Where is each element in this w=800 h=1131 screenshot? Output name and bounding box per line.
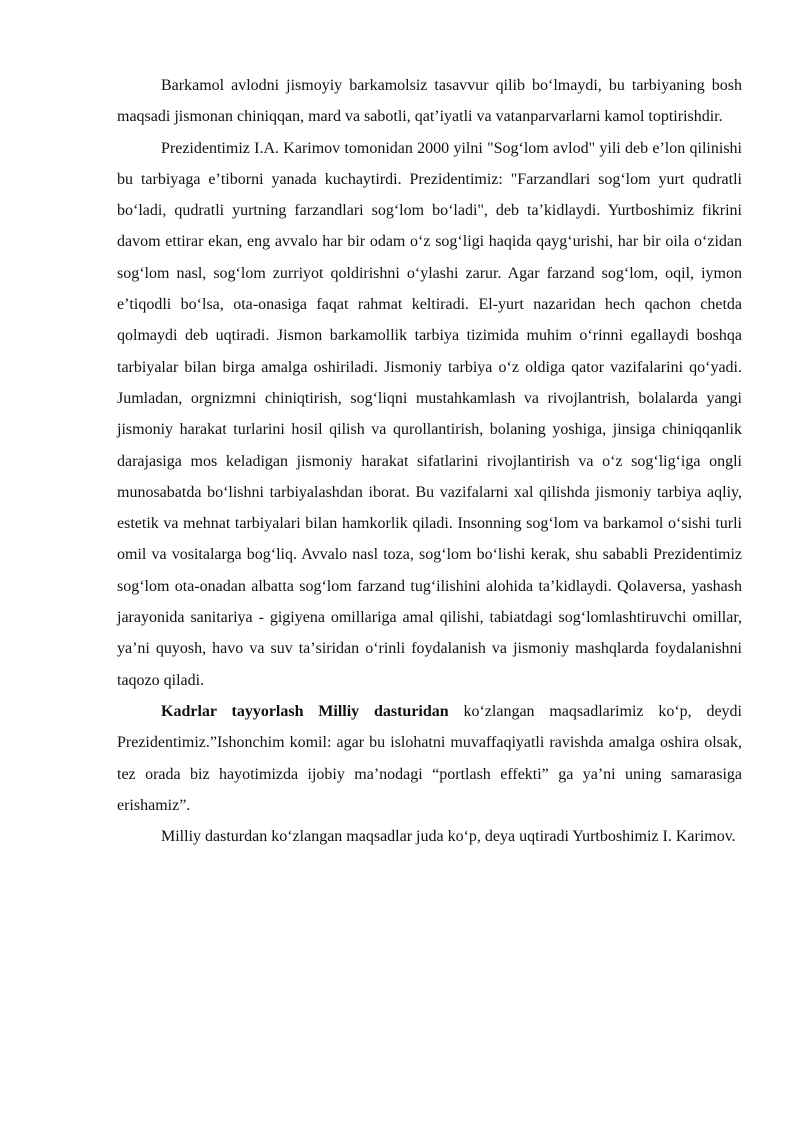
document-page	[117, 70, 742, 852]
paragraph-text: Prezidentimiz I.A. Karimov tomonidan 2000 yilni "Sogʻlom avlod" yili deb eʼlon qilinishi bu tarbiyaga eʼtiborni yanada kuchaytirdi. Prezidentimiz: "Farzandlari sogʻlom yurt qudratli boʻladi, qudratli yurtning farzandlari sogʻlom boʻladi", deb taʼkidlaydi. Yurtboshimiz fikrini davom ettirar ekan, eng avvalo har bir odam oʻz sogʻligi haqida qaygʻurishi, har bir oila oʻzidan sogʻlom nasl, sogʻlom zurriyot qoldirishni oʻylashi zarur. Agar farzand sogʻlom, oqil, iymon eʼtiqodli boʻlsa, ota-onasiga faqat rahmat keltiradi. El-yurt nazaridan hech qachon chetda qolmaydi deb uqtiradi. Jismon barkamollik tarbiya tizimida muhim oʻrinni egallaydi boshqa tarbiyalar bilan birga amalga oshiriladi. Jismoniy tarbiya oʻz oldiga qator vazifalarini qoʻyadi. Jumladan, orgnizmni chiniqtirish, sogʻliqni mustahkamlash va rivojlantrish, bolalarda yangi jismoniy harakat turlarini hosil qilish va qurollantirish, bolaning yoshiga, jinsiga chiniqqanlik darajasiga mos keladigan jismoniy harakat sifatlarini rivojlantirish va oʻz sogʻligʻiga ongli munosabatda boʻlishni tarbiyalashdan iborat. Bu vazifalarni xal qilishda jismoniy tarbiya aqliy, estetik va mehnat tarbiyalari bilan hamkorlik qiladi. Insonning sogʻlom va barkamol oʻsishi turli omil va vositalarga bogʻliq. Avvalo nasl toza, sogʻlom boʻlishi kerak, shu sababli Prezidentimiz sogʻlom ota-onadan albatta sogʻlom farzand tugʻilishini alohida taʼkidlaydi. Qolaversa, yashash jarayonida sanitariya - gigiyena omillariga amal qilishi, tabiatdagi sogʻlomlashtiruvchi omillar, yaʼni quyosh, havo va suv taʼsiridan oʻrinli foydalanish va jismoniy mashqlarda foydalanishni taqozo qiladi.	[117, 139, 742, 689]
paragraph-text: Barkamol avlodni jismoyiy barkamolsiz tasavvur qilib boʻlmaydi, bu tarbiyaning bosh maqsadi jismonan chiniqqan, mard va sabotli, qatʼiyatli va vatanparvarlarni kamol toptirishdir.	[117, 77, 742, 126]
paragraph-national-program	[117, 696, 742, 821]
paragraph-conclusion	[117, 821, 742, 852]
paragraph-healthy-generation	[117, 133, 742, 696]
paragraph-bold-lead: Kadrlar tayyorlash Milliy dasturidan	[161, 702, 449, 720]
paragraph-physical-education	[117, 70, 742, 133]
paragraph-text: koʻzlangan maqsadlarimiz koʻp, deydi Prezidentimiz.”Ishonchim komil: agar bu islohatni muvaffaqiyatli ravishda amalga oshira olsak, tez orada biz hayotimizda ijobiy maʼnodagi “portlash effekti” ga yaʼni uning samarasiga erishamiz”.	[117, 702, 742, 814]
paragraph-text: Milliy dasturdan koʻzlangan maqsadlar juda koʻp, deya uqtiradi Yurtboshimiz I. Karimov.	[161, 828, 736, 846]
